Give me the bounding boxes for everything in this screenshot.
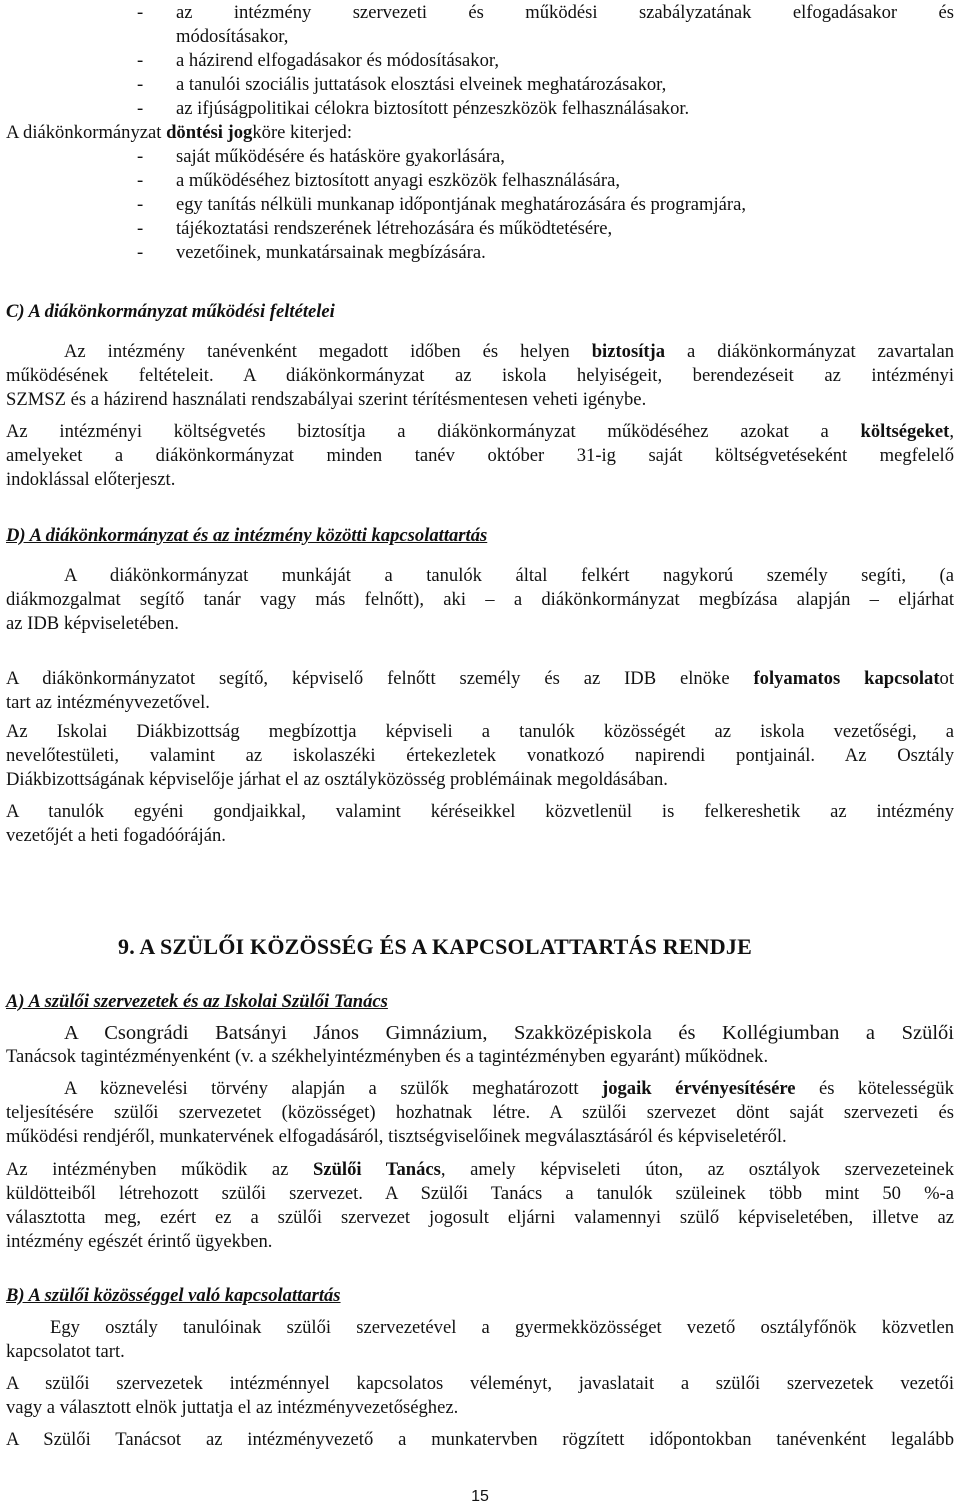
paragraph-line: az IDB képviseletében. [6,613,179,634]
paragraph-line: diákmozgalmat segítő tanár vagy más felnőtt), aki – a diákönkormányzat megbízása alapján – eljárhat [6,589,954,610]
paragraph-line: vezetőjét a heti fogadóóráján. [6,825,226,846]
section-b-heading: B) A szülői közösséggel való kapcsolattartás [6,1285,341,1306]
paragraph-line: A köznevelési törvény alapján a szülők meghatározott jogaik érvényesítésére és kötelességük [64,1078,954,1099]
paragraph-line: A diákönkormányzat munkáját a tanulók által felkért nagykorú személy segíti, (a [64,565,954,586]
paragraph-line: nevelőtestületi, valamint az iskolaszéki értekezletek vonatkozó napirendi pontjainál. Az Osztály [6,745,954,766]
paragraph-line: választotta meg, ezért ez a szülői szervezet jogosult eljárni valamennyi szülő képviseletében, illetve az [6,1207,954,1228]
paragraph-line: Diákbizottságának képviselője járhat el az osztályközösség problémáinak megoldásában. [6,769,668,790]
paragraph-line: A szülői szervezetek intézménnyel kapcsolatos véleményt, javaslatait a szülői szervezetek vezetői [6,1373,954,1394]
paragraph-line: teljesítésére szülői szervezetet (közösséget) hozhatnak létre. A szülői szervezet dönt saját szervezeti és [6,1102,954,1123]
paragraph-line: Az intézmény tanévenként megadott időben és helyen biztosítja a diákönkormányzat zavartalan [64,341,955,362]
paragraph-line: tart az intézményvezetővel. [6,692,210,713]
paragraph-line: Tanácsok tagintézményenként (v. a székhelyintézményben és a tagintézményben egyaránt) működnek. [6,1046,769,1067]
paragraph-line: intézmény egészét érintő ügyekben. [6,1231,273,1252]
list-item-text: tájékoztatási rendszerének létrehozására és működtetésére, [176,218,613,239]
list-item-text: a tanulói szociális juttatások elosztási elveinek meghatározásakor, [176,74,667,95]
paragraph-line: küldötteiből létrehozott szülői szervezet. A Szülői Tanács a tanulók szüleinek több mint 50 %-a [6,1183,954,1204]
paragraph-line: Az intézményben működik az Szülői Tanács, amely képviseleti úton, az osztályok szervezeteinek [6,1159,954,1180]
paragraph-line: amelyeket a diákönkormányzat minden tanév október 31-ig saját költségvetéseként megfelelő [6,445,954,466]
section-d-heading: D) A diákönkormányzat és az intézmény közötti kapcsolattartás [6,525,488,546]
paragraph-line: Egy osztály tanulóinak szülői szervezetével a gyermekközösséget vezető osztályfőnök közvetlen [50,1317,954,1338]
paragraph-line: indoklással előterjeszt. [6,469,176,490]
paragraph-line: működésének feltételeit. A diákönkormányzat az iskola helyiségeit, berendezéseit az intézményi [6,365,954,386]
page-number: 15 [471,1488,489,1505]
paragraph-line: vagy a választott elnök juttatja el az intézményvezetőséghez. [6,1397,459,1418]
paragraph-line: A diákönkormányzatot segítő, képviselő felnőtt személy és az IDB elnöke folyamatos kapcsolatot [6,668,954,689]
chapter-heading: 9. A SZÜLŐI KÖZÖSSÉG ÉS A KAPCSOLATTARTÁS RENDJE [118,934,752,959]
decision-rights-intro: A diákönkormányzat döntési jogköre kiterjed: [6,122,352,143]
list-item-text: a működéséhez biztosított anyagi eszközök felhasználására, [176,170,621,191]
list-item-text: módosításakor, [176,26,289,47]
paragraph-line: működési rendjéről, munkatervének elfogadásáról, tisztségviselőinek megválasztásáról és képviseletéről. [6,1126,787,1147]
paragraph-line: A Szülői Tanácsot az intézményvezető a munkatervben rögzített időpontokban tanévenként legalább [6,1429,954,1450]
list-item-text: egy tanítás nélküli munkanap időpontjának meghatározására és programjára, [176,194,746,215]
list-item-text: az intézmény szervezeti és működési szabályzatának elfogadásakor és [176,2,954,23]
paragraph-line: Az intézményi költségvetés biztosítja a diákönkormányzat működéséhez azokat a költségeket, [6,421,954,442]
section-a-heading: A) A szülői szervezetek és az Iskolai Szülői Tanács [6,991,388,1012]
paragraph-line: kapcsolatot tart. [6,1341,125,1362]
paragraph-line: A tanulók egyéni gondjaikkal, valamint kéréseikkel közvetlenül is felkereshetik az intézmény [6,801,954,822]
list-item-text: a házirend elfogadásakor és módosításakor, [176,50,499,71]
paragraph-line: SZMSZ és a házirend használati rendszabályai szerint térítésmentesen veheti igénybe. [6,389,647,410]
paragraph-line: A Csongrádi Batsányi János Gimnázium, Szakközépiskola és Kollégiumban a Szülői [64,1022,954,1044]
list-item-text: vezetőinek, munkatársainak megbízására. [176,242,486,263]
paragraph-line: Az Iskolai Diákbizottság megbízottja képviseli a tanulók közösségét az iskola vezetőségi, a [6,721,954,742]
list-item-text: az ifjúságpolitikai célokra biztosított pénzeszközök felhasználásakor. [176,98,690,119]
list-item-text: saját működésére és hatásköre gyakorlására, [176,146,505,167]
section-c-heading: C) A diákönkormányzat működési feltételei [6,301,335,322]
